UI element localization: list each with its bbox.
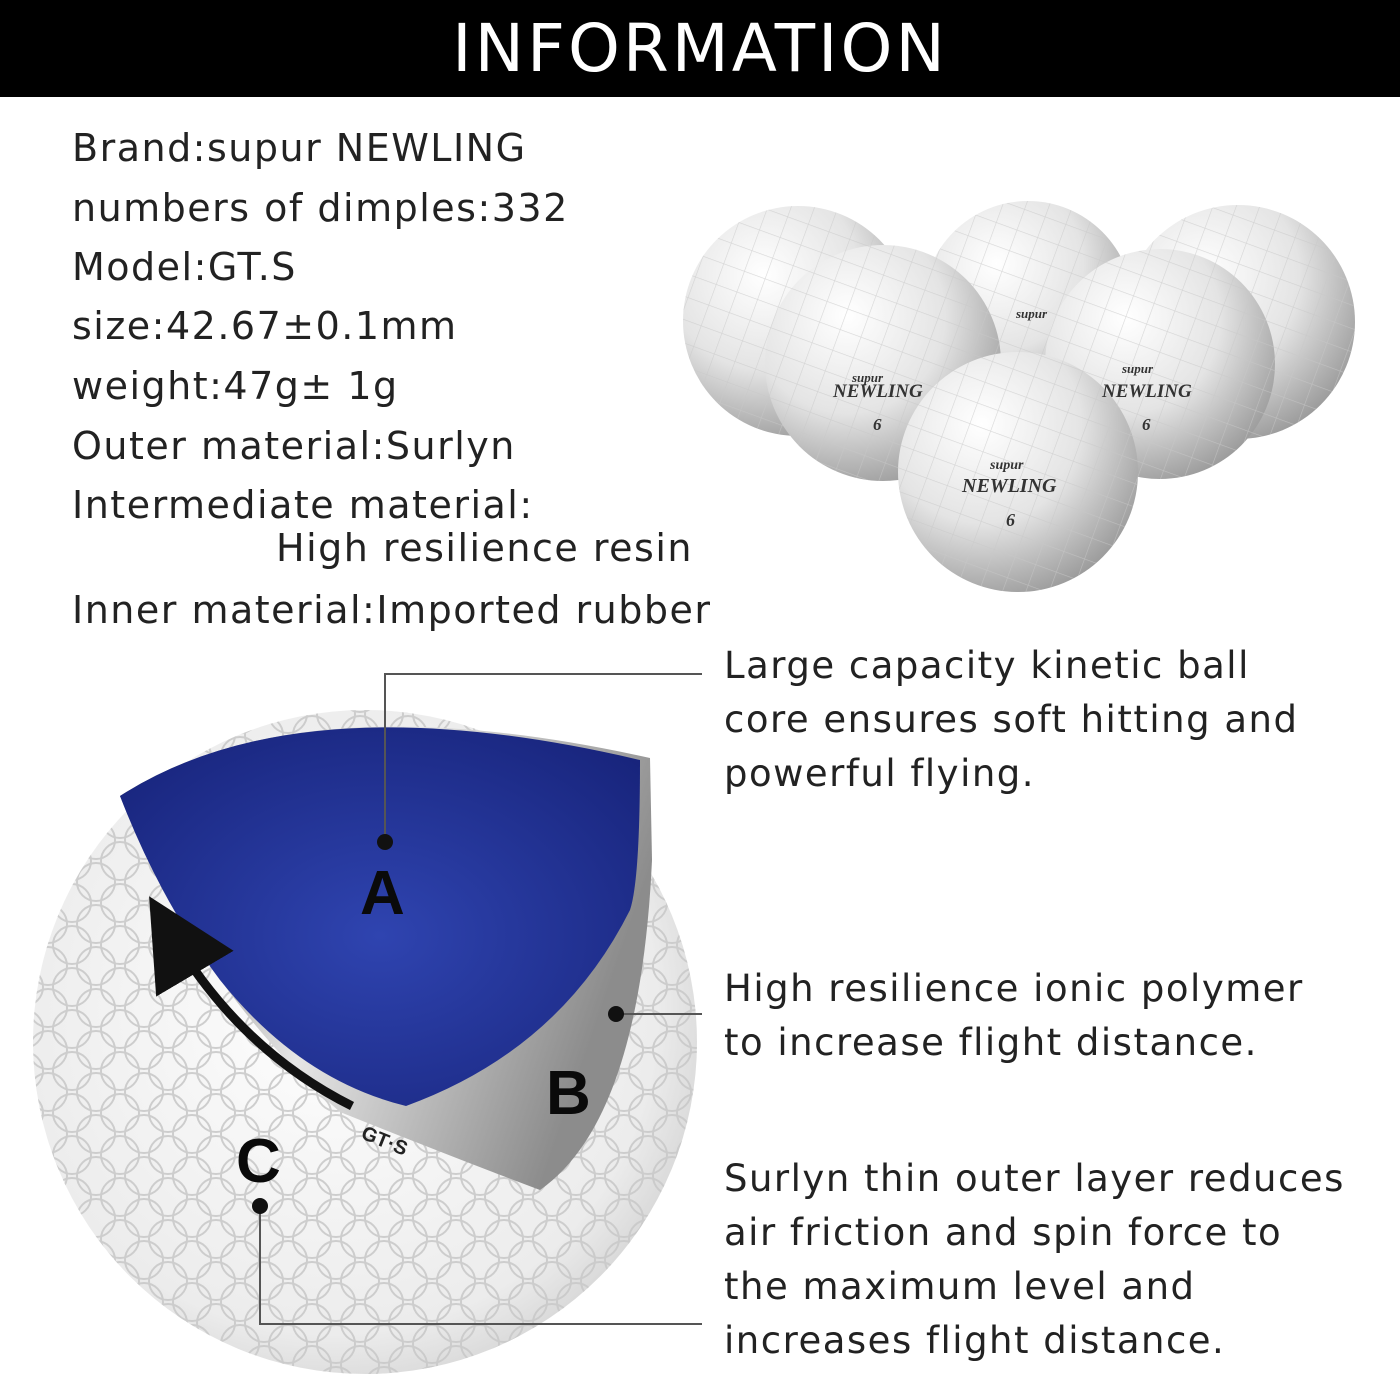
product-ball-brand-large: NEWLING	[833, 381, 923, 402]
product-ball-brand-small: supur	[1016, 306, 1048, 321]
product-ball-number: 6	[873, 415, 882, 434]
product-ball-brand-small: supur	[852, 370, 884, 385]
product-ball-brand-large: NEWLING	[962, 475, 1057, 497]
cross-section-ball	[0, 700, 720, 1384]
leader-dot-b	[608, 1006, 624, 1022]
product-ball-brand-large: NEWLING	[1102, 381, 1192, 402]
product-ball-number: 6	[1006, 510, 1015, 530]
spec-brand: Brand:supur NEWLING	[72, 126, 527, 170]
spec-model: Model:GT.S	[72, 245, 297, 289]
product-ball-brand-small: supur	[1122, 361, 1154, 376]
spec-dimples: numbers of dimples:332	[72, 186, 569, 230]
description-a: Large capacity kinetic ball core ensures soft hitting and powerful flying.	[724, 644, 1299, 795]
label-c: C	[236, 1127, 281, 1196]
model-mark: GT·S	[358, 1122, 411, 1161]
description-b: High resilience ionic polymer to increase flight distance.	[724, 967, 1304, 1064]
product-ball-brand-small: supur	[990, 458, 1024, 473]
label-a: A	[360, 859, 405, 928]
spec-outer-material: Outer material:Surlyn	[72, 424, 516, 468]
description-c: Surlyn thin outer layer reduces air friction and spin force to the maximum level and increases flight distance.	[724, 1157, 1345, 1362]
spec-intermediate-material: Intermediate material:	[72, 483, 534, 527]
label-b: B	[546, 1059, 591, 1128]
leader-dot-a	[377, 834, 393, 850]
product-ball-number: 6	[1142, 415, 1151, 434]
spec-size: size:42.67±0.1mm	[72, 304, 458, 348]
page-title: INFORMATION	[452, 10, 948, 87]
leader-dot-c	[252, 1198, 268, 1214]
spec-intermediate-value: High resilience resin	[276, 526, 693, 570]
spec-weight: weight:47g± 1g	[72, 364, 399, 408]
spec-inner-material: Inner material:Imported rubber	[72, 588, 712, 632]
